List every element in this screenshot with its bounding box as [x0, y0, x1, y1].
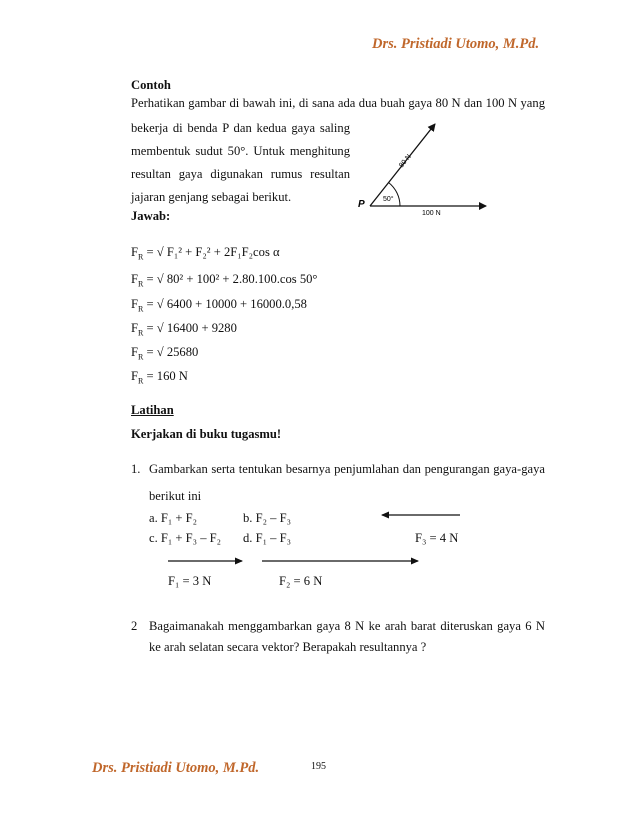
- q1-number: 1.: [131, 462, 141, 476]
- contoh-line-5: jajaran genjang sebagai berikut.: [131, 190, 292, 204]
- contoh-line-3: membentuk sudut 50°. Untuk menghitung: [131, 144, 350, 158]
- q2-line-2: ke arah selatan secara vektor? Berapakah resultannya ?: [149, 640, 427, 654]
- solution-result: $F_R = 160$ N: [131, 369, 188, 386]
- q1-item-d: d. F₁ – F₃: [243, 531, 291, 545]
- q1-item-c: c. F₁ + F₃ – F₂: [149, 531, 222, 545]
- f3-label: F₃ = 4 N: [415, 531, 459, 545]
- solution-step-1: $F_R$ = √ F₁² + F₂² + 2F₁F₂cos α: [131, 245, 280, 262]
- footer-author: Drs. Pristiadi Utomo, M.Pd.: [92, 760, 260, 776]
- force-100n-label: 100 N: [422, 210, 441, 217]
- q1-line-1: Gambarkan serta tentukan besarnya penjumlahan dan pengurangan gaya-gaya: [149, 462, 545, 476]
- solution-step-3: $F_R$ = √ 6400 + 10000 + 16000.0,58: [131, 297, 307, 314]
- contoh-line-4: resultan gaya digunakan rumus resultan: [131, 167, 350, 181]
- contoh-heading: Contoh: [131, 78, 171, 92]
- q1-item-b: b. F₂ – F₃: [243, 511, 291, 525]
- jawab-label: Jawab:: [131, 209, 171, 223]
- angle-label: 50°: [383, 196, 394, 203]
- q1-item-a: a. F₁ + F₂: [149, 511, 198, 525]
- q1-line-2: berikut ini: [149, 489, 202, 503]
- f1-label: F₁ = 3 N: [168, 574, 212, 588]
- q2-line-1: Bagaimanakah menggambarkan gaya 8 N ke arah barat diteruskan gaya 6 N: [149, 619, 545, 633]
- contoh-line-2: bekerja di benda P dan kedua gaya saling: [131, 121, 350, 135]
- header-author: Drs. Pristiadi Utomo, M.Pd.: [372, 36, 540, 52]
- force-80n-label: 80 N: [398, 153, 413, 170]
- solution-step-5: $F_R$ = √ 25680: [131, 345, 199, 362]
- q2-number: 2: [131, 619, 138, 633]
- solution-step-2: $F_R$ = √ 80² + 100² + 2.80.100.cos 50°: [131, 272, 318, 289]
- point-p-label: P: [358, 199, 365, 210]
- latihan-heading: Latihan: [131, 403, 174, 417]
- page-number: 195: [311, 761, 326, 772]
- solution-step-4: $F_R$ = √ 16400 + 9280: [131, 321, 237, 338]
- contoh-line-1: Perhatikan gambar di bawah ini, di sana ada dua buah gaya 80 N dan 100 N yang: [131, 96, 545, 110]
- latihan-instruction: Kerjakan di buku tugasmu!: [131, 427, 282, 441]
- f2-label: F₂ = 6 N: [279, 574, 323, 588]
